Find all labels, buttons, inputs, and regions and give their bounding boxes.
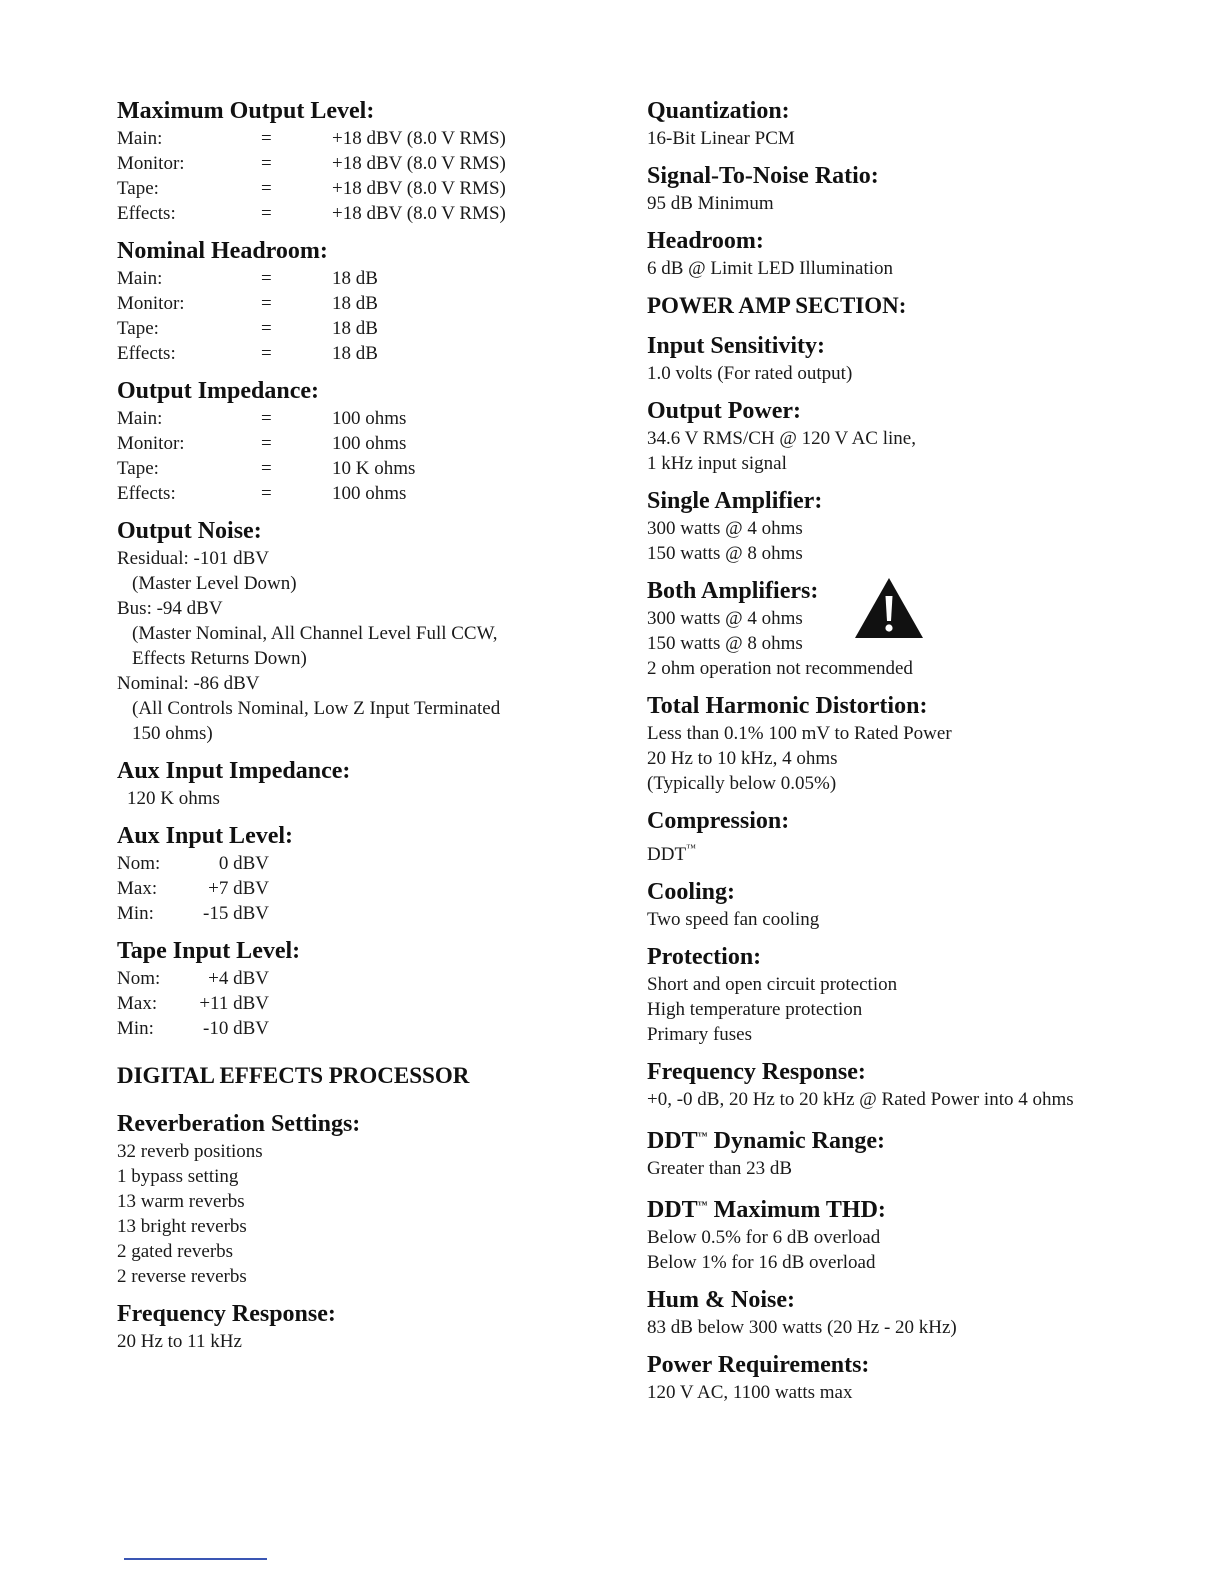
- spec-row: Monitor: = 100 ohms: [117, 433, 407, 454]
- aux-level-section: [117, 821, 587, 926]
- section-title: Both Amplifiers:: [647, 578, 819, 604]
- spec-note: (All Controls Nominal, Low Z Input Terminated: [132, 698, 501, 719]
- spec-line: Residual: -101 dBV: [117, 548, 269, 569]
- spec-row: Monitor: = 18 dB: [117, 293, 378, 314]
- spec-line: Bus: -94 dBV: [117, 598, 223, 619]
- spec-line: 6 dB @ Limit LED Illumination: [647, 258, 894, 279]
- section-title: Cooling:: [647, 879, 736, 905]
- section-title: Output Power:: [647, 398, 801, 424]
- compression-section: [647, 806, 1187, 867]
- footer-rule: [124, 1558, 267, 1560]
- spec-line: DDT™: [647, 843, 696, 865]
- hum-noise-section: [647, 1285, 1187, 1340]
- section-title: Output Noise:: [117, 518, 262, 544]
- spec-line: 32 reverb positions: [117, 1141, 263, 1162]
- left-column: [117, 96, 587, 1364]
- cooling-section: [647, 877, 1187, 932]
- spec-line: 150 watts @ 8 ohms: [647, 633, 803, 654]
- section-title: Aux Input Impedance:: [117, 758, 351, 784]
- max-output-section: [117, 96, 587, 226]
- spec-row: Nom: +4 dBV: [117, 968, 269, 989]
- spec-note: 150 ohms): [132, 723, 213, 744]
- spec-line: 34.6 V RMS/CH @ 120 V AC line,: [647, 428, 916, 449]
- section-title: Frequency Response:: [117, 1301, 336, 1327]
- section-title: Protection:: [647, 944, 762, 970]
- spec-line: 150 watts @ 8 ohms: [647, 543, 803, 564]
- thd-section: [647, 691, 1187, 796]
- spec-line: Nominal: -86 dBV: [117, 673, 260, 694]
- frequency-response-section: [647, 1057, 1187, 1112]
- input-sensitivity-section: [647, 331, 1187, 386]
- spec-line: Below 1% for 16 dB overload: [647, 1252, 876, 1273]
- spec-line: Primary fuses: [647, 1024, 753, 1045]
- spec-note: (Master Level Down): [132, 573, 297, 594]
- warning-icon: [853, 576, 925, 642]
- ddt-max-thd-section: [647, 1191, 1187, 1275]
- spec-line: 2 ohm operation not recommended: [647, 658, 913, 679]
- spec-line: 300 watts @ 4 ohms: [647, 518, 803, 539]
- spec-line: 2 reverse reverbs: [117, 1266, 247, 1287]
- tape-level-section: [117, 936, 587, 1041]
- headroom-section: [647, 226, 1187, 281]
- spec-row: Min: -10 dBV: [117, 1018, 269, 1039]
- section-title: Compression:: [647, 808, 790, 834]
- spec-row: Effects: = 18 dB: [117, 343, 378, 364]
- output-impedance-section: [117, 376, 587, 506]
- right-column: [647, 96, 1187, 1415]
- spec-line: 95 dB Minimum: [647, 193, 774, 214]
- spec-line: 300 watts @ 4 ohms: [647, 608, 803, 629]
- section-title: Power Requirements:: [647, 1352, 870, 1378]
- section-title: Nominal Headroom:: [117, 238, 328, 264]
- protection-section: [647, 942, 1187, 1047]
- section-title: Hum & Noise:: [647, 1287, 795, 1313]
- section-title: Maximum Output Level:: [117, 98, 375, 124]
- section-title: DDT™ Maximum THD:: [647, 1197, 886, 1223]
- aux-impedance-section: [117, 756, 587, 811]
- nominal-headroom-section: [117, 236, 587, 366]
- spec-line: 20 Hz to 10 kHz, 4 ohms: [647, 748, 838, 769]
- spec-line: 16-Bit Linear PCM: [647, 128, 795, 149]
- spec-line: (Typically below 0.05%): [647, 773, 837, 794]
- spec-row: Min: -15 dBV: [117, 903, 269, 924]
- spec-row: Main: = 100 ohms: [117, 408, 407, 429]
- snr-section: [647, 161, 1187, 216]
- power-requirements-section: [647, 1350, 1187, 1405]
- output-power-section: [647, 396, 1187, 476]
- spec-line: Less than 0.1% 100 mV to Rated Power: [647, 723, 952, 744]
- spec-row: Max: +11 dBV: [117, 993, 269, 1014]
- spec-note: (Master Nominal, All Channel Level Full CCW,: [132, 623, 498, 644]
- spec-row: Nom: 0 dBV: [117, 853, 269, 874]
- spec-row: Main: = 18 dB: [117, 268, 378, 289]
- power-amp-heading-section: [647, 291, 1187, 321]
- spec-row: Tape: = +18 dBV (8.0 V RMS): [117, 178, 506, 199]
- section-title: Output Impedance:: [117, 378, 320, 404]
- spec-line: 120 K ohms: [127, 788, 220, 809]
- section-title: Single Amplifier:: [647, 488, 823, 514]
- spec-line: 13 bright reverbs: [117, 1216, 247, 1237]
- spec-line: Below 0.5% for 6 dB overload: [647, 1227, 881, 1248]
- spec-line: Short and open circuit protection: [647, 974, 898, 995]
- spec-row: Effects: = 100 ohms: [117, 483, 407, 504]
- quantization-section: [647, 96, 1187, 151]
- section-title: Aux Input Level:: [117, 823, 294, 849]
- spec-line: +0, -0 dB, 20 Hz to 20 kHz @ Rated Power into 4 ohms: [647, 1089, 1074, 1110]
- reverb-section: [117, 1109, 587, 1289]
- power-amp-heading: POWER AMP SECTION:: [647, 293, 907, 318]
- spec-line: Two speed fan cooling: [647, 909, 820, 930]
- spec-row: Max: +7 dBV: [117, 878, 269, 899]
- spec-line: Greater than 23 dB: [647, 1158, 793, 1179]
- spec-row: Tape: = 10 K ohms: [117, 458, 416, 479]
- section-title: Headroom:: [647, 228, 764, 254]
- spec-line: High temperature protection: [647, 999, 863, 1020]
- spec-line: 20 Hz to 11 kHz: [117, 1331, 242, 1352]
- section-title: Total Harmonic Distortion:: [647, 693, 928, 719]
- section-title: Frequency Response:: [647, 1059, 866, 1085]
- spec-note: Effects Returns Down): [132, 648, 307, 669]
- ddt-dynamic-range-section: [647, 1122, 1187, 1181]
- spec-line: 13 warm reverbs: [117, 1191, 245, 1212]
- output-noise-section: [117, 516, 587, 746]
- section-title: Signal-To-Noise Ratio:: [647, 163, 879, 189]
- spec-line: 1 kHz input signal: [647, 453, 787, 474]
- single-amp-section: [647, 486, 1187, 566]
- spec-row: Effects: = +18 dBV (8.0 V RMS): [117, 203, 506, 224]
- spec-line: 2 gated reverbs: [117, 1241, 234, 1262]
- spec-row: Main: = +18 dBV (8.0 V RMS): [117, 128, 506, 149]
- dfx-frequency-section: [117, 1299, 587, 1354]
- section-title: Input Sensitivity:: [647, 333, 826, 359]
- section-title: Reverberation Settings:: [117, 1111, 361, 1137]
- spec-line: 1 bypass setting: [117, 1166, 239, 1187]
- section-title: Tape Input Level:: [117, 938, 301, 964]
- spec-row: Monitor: = +18 dBV (8.0 V RMS): [117, 153, 506, 174]
- spec-line: 120 V AC, 1100 watts max: [647, 1382, 853, 1403]
- section-title: Quantization:: [647, 98, 790, 124]
- spec-line: 1.0 volts (For rated output): [647, 363, 853, 384]
- both-amps-section: [647, 576, 1187, 681]
- section-title: DDT™ Dynamic Range:: [647, 1128, 885, 1154]
- digital-effects-heading: DIGITAL EFFECTS PROCESSOR: [117, 1063, 470, 1088]
- spec-line: 83 dB below 300 watts (20 Hz - 20 kHz): [647, 1317, 957, 1338]
- spec-row: Tape: = 18 dB: [117, 318, 378, 339]
